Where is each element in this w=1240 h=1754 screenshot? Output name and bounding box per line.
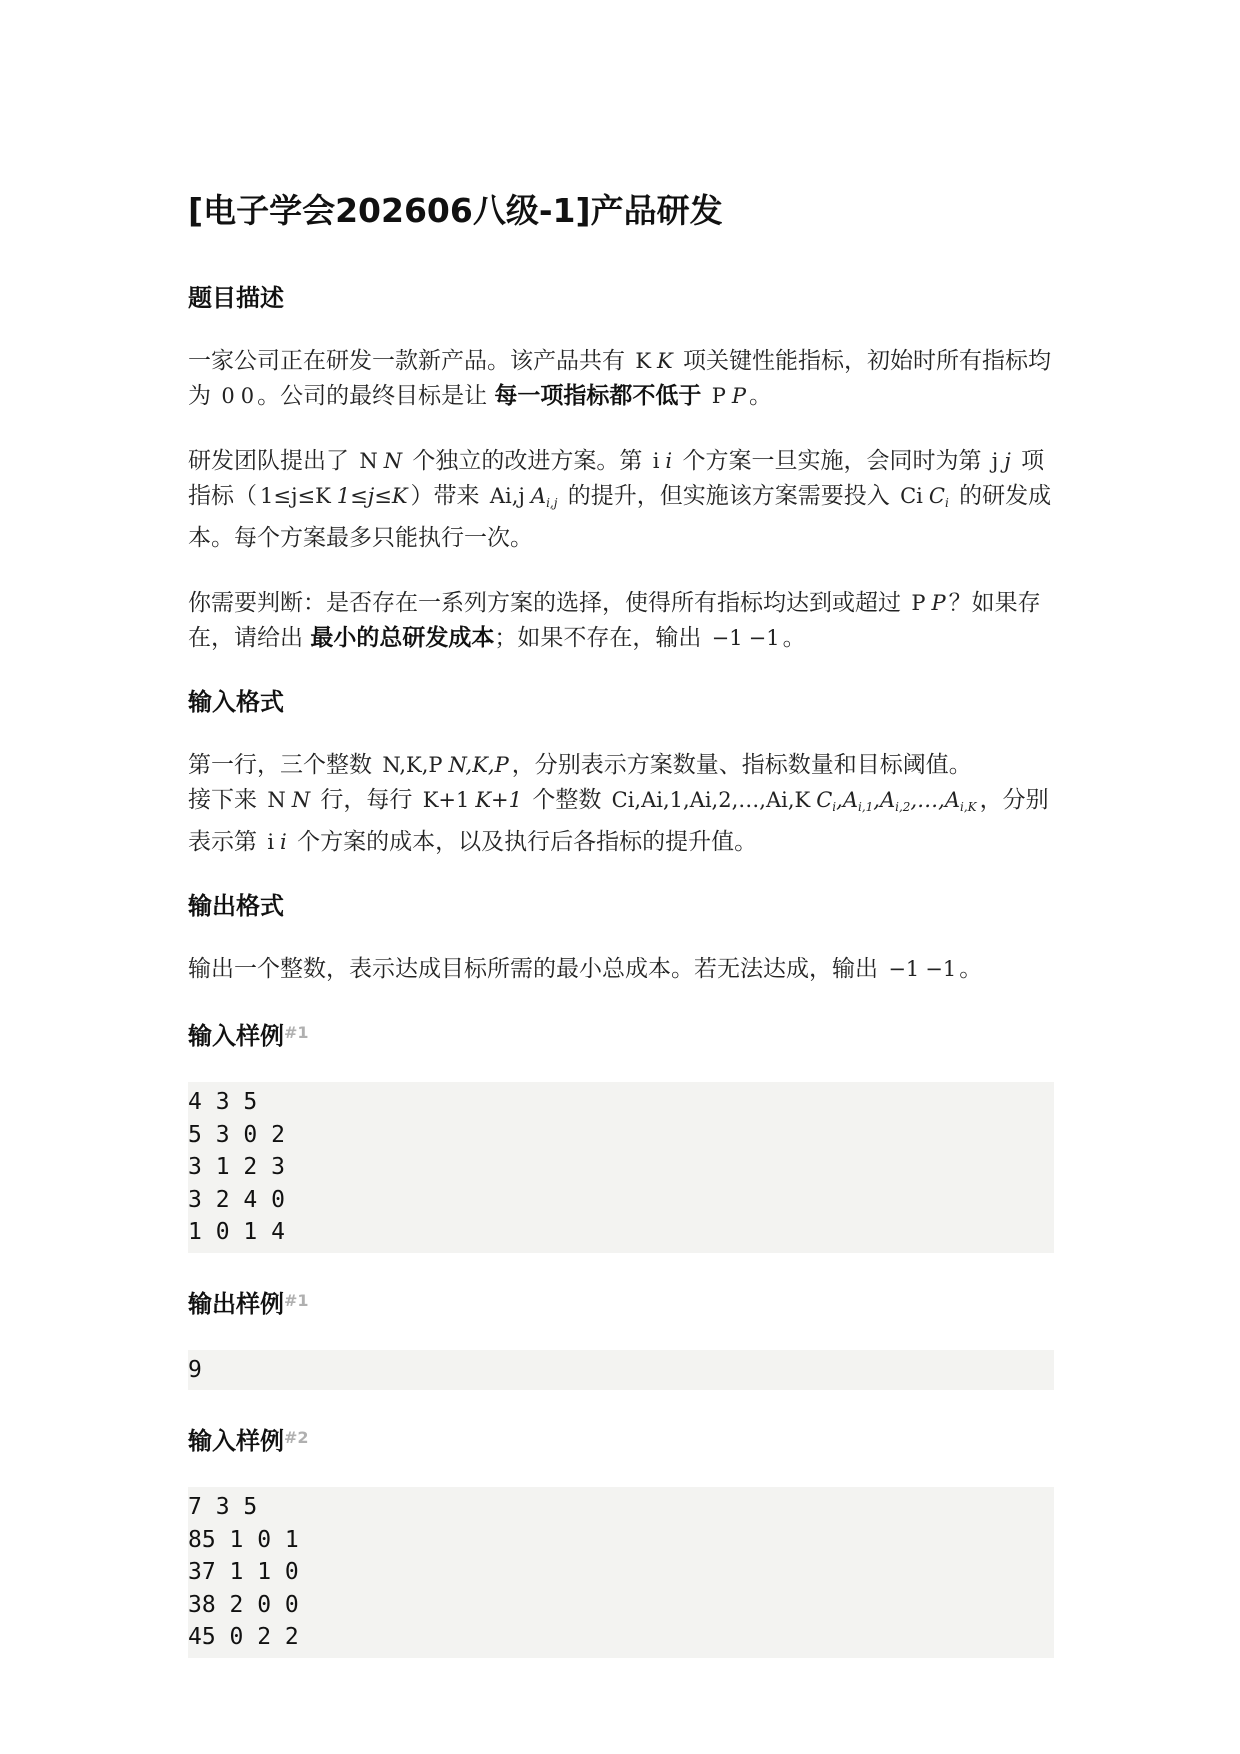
- math-i: i: [280, 830, 287, 854]
- sample-input-1-heading: [188, 1017, 1054, 1052]
- math-zero-plain: 0: [221, 384, 235, 408]
- text: 你需要判断：是否存在一系列方案的选择，使得所有指标均达到或超过: [188, 590, 901, 616]
- description-paragraph-3: [188, 586, 1054, 656]
- math-range-plain: 1≤j≤K: [260, 484, 331, 508]
- math-p: P: [731, 384, 746, 408]
- math-n-plain: N: [267, 788, 286, 812]
- description-heading: 题目描述: [188, 284, 284, 312]
- text: 第一行，三个整数: [188, 752, 372, 778]
- sample-output-1-heading: [188, 1285, 1054, 1320]
- sample-input-1-label: 输入样例: [188, 1022, 284, 1050]
- text: 。: [959, 956, 983, 982]
- text: 个方案的成本，以及执行后各指标的提升值。: [297, 829, 758, 855]
- math-list: $C_i,A_{i,1},A_{i,2},\dots,A_{i,K}$: [816, 788, 977, 814]
- math-j: j: [1004, 449, 1011, 473]
- bold-text: 每一项指标都不低于: [494, 383, 702, 409]
- sample-output-1-code[interactable]: 9: [188, 1350, 1054, 1391]
- description-paragraph-1: [188, 344, 1054, 414]
- math-ci: $C_i$: [928, 484, 949, 510]
- math-i-plain: i: [652, 449, 660, 473]
- math-nkp: N,K,P: [448, 753, 509, 777]
- text: 项指标（: [188, 448, 1045, 509]
- math-zero: 0: [240, 384, 255, 408]
- math-range: 1≤j≤K: [336, 484, 408, 508]
- math-aij-plain: Ai,j: [489, 484, 525, 508]
- math-neg1-plain: −1: [711, 626, 743, 650]
- text: ，分别表示第: [188, 787, 1049, 855]
- math-p-plain: P: [911, 591, 926, 615]
- math-list-plain: Ci,Ai,1,Ai,2,…,Ai,K: [611, 788, 811, 812]
- math-k1-plain: K+1: [422, 788, 470, 812]
- sample-output-1-label: 输出样例: [188, 1289, 284, 1318]
- math-ci-plain: Ci: [900, 484, 923, 508]
- text: 研发团队提出了: [188, 448, 349, 474]
- text: 项关键性能指标，初始时所有指标均为: [188, 348, 1052, 409]
- sample-input-1-code[interactable]: 4 3 5 5 3 0 2 3 1 2 3 3 2 4 0 1 0 1 4: [188, 1082, 1054, 1253]
- math-j-plain: j: [991, 449, 999, 473]
- input-format-paragraph: [188, 748, 1054, 860]
- text: 输出一个整数，表示达成目标所需的最小总成本。若无法达成，输出: [188, 956, 878, 982]
- math-i-plain: i: [267, 830, 275, 854]
- bold-text: 最小的总研发成本: [310, 625, 495, 651]
- math-n: N: [383, 449, 403, 473]
- text: 一家公司正在研发一款新产品。该产品共有: [188, 348, 625, 374]
- text: 个独立的改进方案。第: [412, 448, 643, 474]
- page-title: [电子学会202606八级-1]产品研发: [188, 191, 723, 230]
- text: 接下来: [188, 787, 257, 813]
- math-neg1: −1: [748, 626, 780, 650]
- math-nkp-plain: N,K,P: [382, 753, 443, 777]
- text: ）带来: [410, 483, 480, 509]
- problem-page: [188, 190, 1054, 1690]
- sample-input-2-suffix: #2: [284, 1428, 309, 1447]
- math-neg1-plain: −1: [888, 957, 920, 981]
- text: ；如果不存在，输出: [494, 625, 702, 651]
- description-paragraph-2: [188, 444, 1054, 556]
- sample-input-1-suffix: #1: [284, 1023, 309, 1042]
- text: 。公司的最终目标是让: [257, 383, 488, 409]
- math-k: K: [657, 349, 673, 373]
- math-neg1: −1: [925, 957, 957, 981]
- math-p: P: [931, 591, 946, 615]
- text: 个方案一旦实施，会同时为第: [682, 448, 982, 474]
- math-k-plain: K: [635, 349, 652, 373]
- sample-input-2-label: 输入样例: [188, 1427, 284, 1455]
- math-n-plain: N: [359, 449, 378, 473]
- text: 。: [748, 383, 772, 409]
- output-format-paragraph: [188, 952, 1054, 987]
- output-format-heading: 输出格式: [188, 892, 284, 920]
- text: 个整数: [532, 787, 602, 813]
- text: 行，每行: [320, 787, 413, 813]
- sample-output-1-suffix: #1: [284, 1290, 309, 1310]
- sample-input-2-heading: [188, 1422, 1054, 1457]
- text: 。: [782, 625, 806, 651]
- input-format-heading: 输入格式: [188, 688, 284, 716]
- math-k1: K+1: [475, 788, 522, 812]
- text: ，分别表示方案数量、指标数量和目标阈值。: [511, 752, 972, 778]
- sample-input-2-code[interactable]: 7 3 5 85 1 0 1 37 1 1 0 38 2 0 0 45 0 2 2: [188, 1487, 1054, 1658]
- text: ？如果存在，请给出: [188, 590, 1041, 651]
- math-aij: $A_{i,j}$: [530, 484, 558, 510]
- math-n: N: [291, 788, 311, 812]
- text: 的研发成本。每个方案最多只能执行一次。: [188, 483, 1052, 551]
- math-i: i: [665, 449, 673, 473]
- text: 的提升，但实施该方案需要投入: [567, 483, 890, 509]
- math-p-plain: P: [711, 384, 726, 408]
